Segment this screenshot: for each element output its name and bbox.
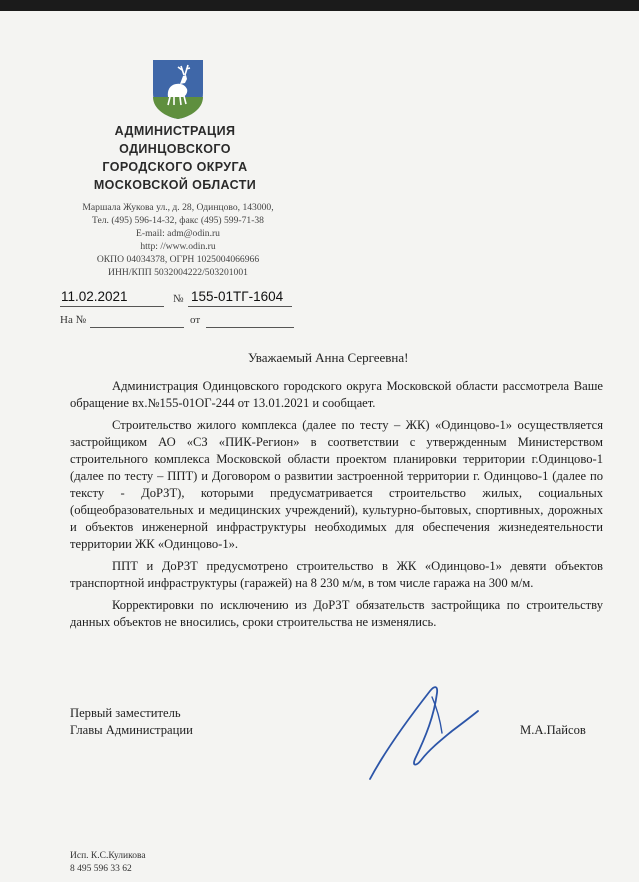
signatory-position: Главы Администрации	[70, 723, 193, 737]
contact-website: http: //www.odin.ru	[140, 241, 216, 252]
letter-number: 155-01ТГ-1604	[191, 289, 284, 304]
signatory-name: М.А.Пайсов	[520, 723, 586, 737]
org-name-line: ГОРОДСКОГО ОКРУГА	[102, 160, 248, 174]
body-paragraph: Корректировки по исключению из ДоРЗТ обязательств застройщика по строительству данных объектов не вносились, сроки строительства не изменялись.	[70, 598, 603, 629]
number-underline	[188, 306, 292, 307]
signatory-position: Первый заместитель	[70, 706, 181, 720]
letter-body	[70, 378, 603, 636]
ref-from: от	[190, 314, 201, 326]
contact-phone: Тел. (495) 596-14-32, факс (495) 599-71-38	[92, 215, 264, 226]
ref-prefix: На №	[60, 314, 87, 326]
org-name-line: ОДИНЦОВСКОГО	[119, 142, 231, 156]
executor-name: Исп. К.С.Куликова	[70, 851, 146, 861]
ref-date-underline	[206, 327, 294, 328]
body-paragraph: Строительство жилого комплекса (далее по тесту – ЖК) «Одинцово-1» осуществляется застройщиком АО «СЗ «ПИК-Регион» в соответствии с утвержденным Министерством строительного комплекса Московской области проектом планировки территории г.Одинцово-1 (далее по тесту – ППТ) и Договором о развитии застроенной территории г. Одинцово-1 (далее по тексту - ДоРЗТ), которыми предусматривается строительство жилых, социальных (общеобразовательных и медицинских учреждений), культурно-бытовых, спортивных, дорожных и объектов инженерной инфраструктуры необходимых для обеспечения жизнедеятельности территории ЖК «Одинцово-1».	[70, 418, 603, 551]
contact-email: E-mail: adm@odin.ru	[136, 228, 220, 239]
contact-address: Маршала Жукова ул., д. 28, Одинцово, 143000,	[82, 202, 274, 213]
org-name-line: АДМИНИСТРАЦИЯ	[114, 124, 236, 138]
date-underline	[60, 306, 164, 307]
handwritten-signature-icon	[360, 671, 500, 791]
coat-of-arms-icon	[150, 57, 206, 121]
salutation: Уважаемый Анна Сергеевна!	[248, 350, 409, 365]
body-paragraph: ППТ и ДоРЗТ предусмотрено строительство в ЖК «Одинцово-1» девяти объектов транспортной инфраструктуры (гаражей) на 8 230 м/м, в том числе гаража на 300 м/м.	[70, 559, 603, 590]
ref-number-underline	[90, 327, 184, 328]
executor-phone: 8 495 596 33 62	[70, 864, 132, 874]
org-name-line: МОСКОВСКОЙ ОБЛАСТИ	[93, 178, 257, 192]
body-paragraph: Администрация Одинцовского городского округа Московской области рассмотрела Ваше обращение вх.№155-01ОГ-244 от 13.01.2021 и сообщает.	[70, 379, 603, 410]
contact-inn: ИНН/КПП 5032004222/503201001	[108, 267, 248, 278]
contact-okpo: ОКПО 04034378, ОГРН 1025004066966	[96, 254, 260, 265]
letter-page	[0, 11, 639, 882]
number-sign: №	[173, 293, 184, 305]
letter-date: 11.02.2021	[61, 289, 128, 304]
